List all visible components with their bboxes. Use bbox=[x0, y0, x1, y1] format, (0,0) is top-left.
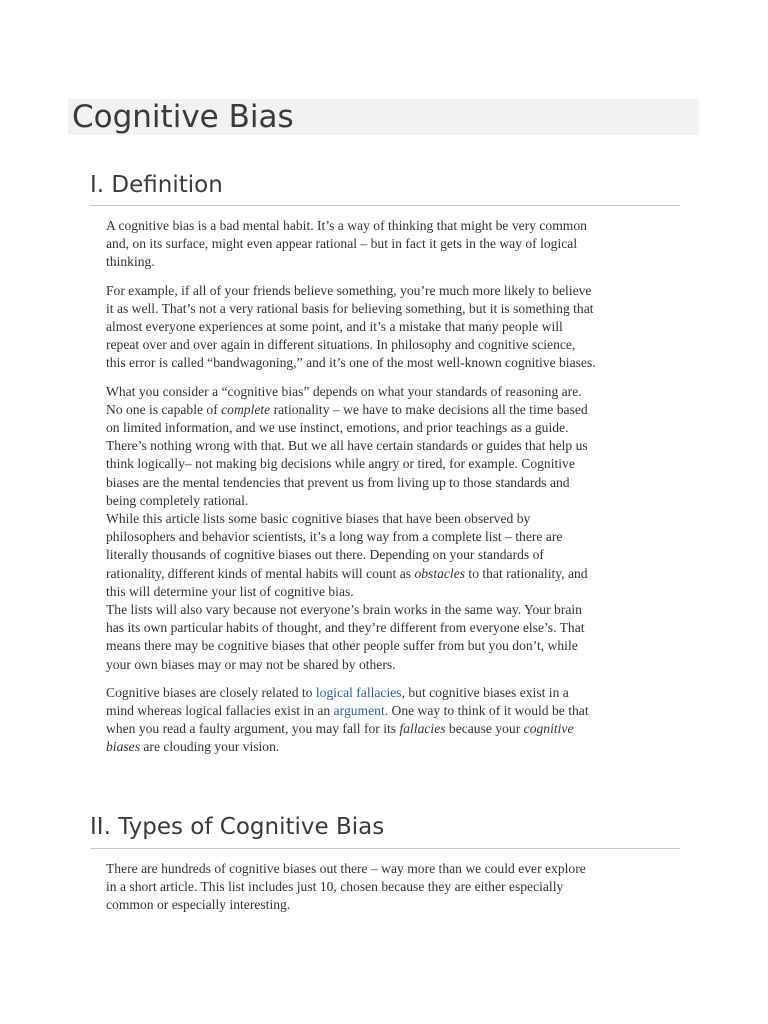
text-line: it as well. That’s not a very rational basis for believing something, but it is something that bbox=[106, 300, 594, 316]
text-run: to that rationality, and bbox=[465, 565, 588, 581]
emphasis-text: cognitive bbox=[523, 721, 574, 737]
types-body bbox=[106, 860, 680, 915]
paragraph bbox=[106, 684, 680, 757]
text-run: . One way to think of it would be that bbox=[384, 703, 589, 719]
text-run: rationality – we have to make decisions all the time based bbox=[270, 401, 588, 417]
text-line: biases are the mental tendencies that prevent us from living up to those standards and bbox=[106, 474, 570, 490]
section-divider bbox=[90, 848, 680, 849]
emphasis-text: obstacles bbox=[414, 565, 466, 581]
text-run: when you read a faulty argument, you may fall for its bbox=[106, 721, 400, 737]
emphasis-text: complete bbox=[221, 401, 271, 417]
text-line: philosophers and behavior scientists, it’s a long way from a complete list – there are bbox=[106, 529, 563, 545]
text-line: your own biases may or may not be shared by others. bbox=[106, 656, 396, 672]
text-line: means there may be cognitive biases that other people suffer from but you don’t, while bbox=[106, 638, 578, 654]
emphasis-text: fallacies bbox=[399, 721, 446, 737]
paragraph bbox=[106, 217, 680, 272]
text-line: common or especially interesting. bbox=[106, 897, 291, 913]
emphasis-text: biases bbox=[106, 739, 140, 755]
paragraph bbox=[106, 383, 680, 674]
text-line bbox=[106, 401, 680, 419]
paragraph bbox=[106, 860, 680, 915]
paragraph bbox=[106, 282, 680, 373]
text-line: For example, if all of your friends believe something, you’re much more likely to believe bbox=[106, 282, 592, 298]
text-line: on limited information, and we use instinct, emotions, and prior teachings as a guide. bbox=[106, 420, 569, 436]
text-line: being completely rational. bbox=[106, 492, 249, 508]
text-line: this will determine your list of cognitive bias. bbox=[106, 583, 354, 599]
text-line: this error is called “bandwagoning,” and it’s one of the most well-known cognitive biases. bbox=[106, 355, 596, 371]
text-line: in a short article. This list includes just 10, chosen because they are either especially bbox=[106, 879, 564, 895]
text-line: There are hundreds of cognitive biases out there – way more than we could ever explore bbox=[106, 861, 586, 876]
argument-link[interactable]: argument bbox=[333, 703, 385, 719]
section-divider bbox=[90, 205, 680, 206]
text-line bbox=[106, 565, 680, 583]
text-line: There’s nothing wrong with that. But we all have certain standards or guides that help us bbox=[106, 438, 588, 454]
text-run: , but cognitive biases exist in a bbox=[401, 684, 569, 700]
text-run: are clouding your vision. bbox=[139, 739, 280, 755]
text-line: What you consider a “cognitive bias” depends on what your standards of reasoning are. bbox=[106, 383, 582, 399]
text-line bbox=[106, 702, 680, 720]
text-line: thinking. bbox=[106, 254, 155, 270]
text-line bbox=[106, 720, 680, 738]
definition-body bbox=[106, 217, 680, 757]
text-line: and, on its surface, might even appear rational – but in fact it gets in the way of logical bbox=[106, 236, 578, 252]
text-line: literally thousands of cognitive biases out there. Depending on your standards of bbox=[106, 547, 544, 563]
text-run: because your bbox=[445, 721, 524, 737]
document-title: Cognitive Bias bbox=[72, 99, 294, 135]
logical-fallacies-link[interactable]: logical fallacies bbox=[315, 684, 402, 700]
text-line: think logically– not making big decisions while angry or tired, for example. Cognitive bbox=[106, 456, 575, 472]
text-run: rationality, different kinds of mental habits will count as bbox=[106, 565, 415, 581]
text-run: mind whereas logical fallacies exist in an bbox=[106, 703, 334, 719]
text-line: The lists will also vary because not everyone’s brain works in the same way. Your brain bbox=[106, 602, 582, 618]
text-line: almost everyone experiences at some point, and it’s a mistake that many people will bbox=[106, 319, 563, 335]
text-line bbox=[106, 684, 680, 702]
section-heading-types: II. Types of Cognitive Bias bbox=[90, 814, 385, 840]
text-line: has its own particular habits of thought, and they’re different from everyone else’s. That bbox=[106, 620, 585, 636]
text-run: No one is capable of bbox=[106, 401, 222, 417]
text-line: While this article lists some basic cognitive biases that have been observed by bbox=[106, 511, 531, 527]
section-heading-definition: I. Definition bbox=[90, 172, 223, 198]
text-line bbox=[106, 738, 680, 756]
text-line: A cognitive bias is a bad mental habit. It’s a way of thinking that might be very common bbox=[106, 218, 587, 233]
text-run: Cognitive biases are closely related to bbox=[106, 684, 316, 700]
text-line: repeat over and over again in different situations. In philosophy and cognitive science, bbox=[106, 337, 576, 353]
